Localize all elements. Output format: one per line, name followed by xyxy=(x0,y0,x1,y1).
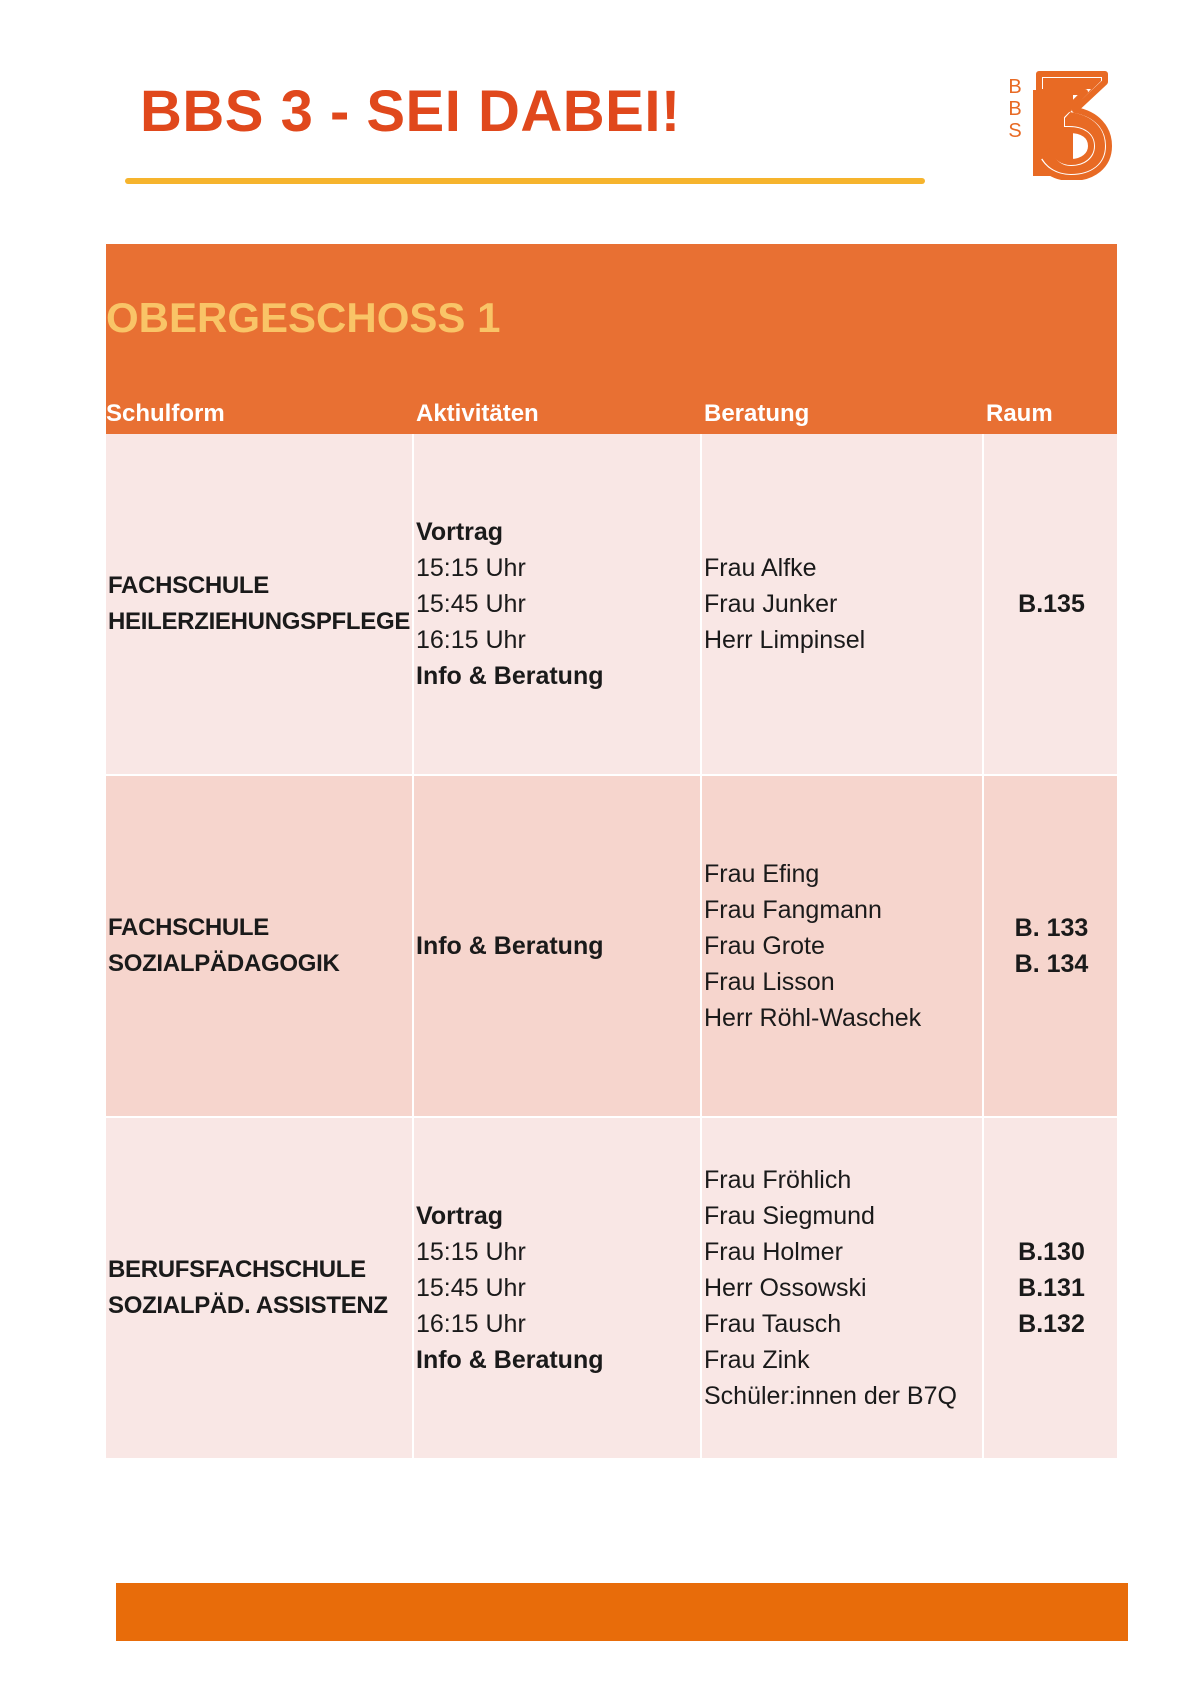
table-header xyxy=(106,244,1117,434)
room-number: B.131 xyxy=(1018,1274,1085,1302)
schulform-cell xyxy=(106,776,414,1116)
logo-letter: B xyxy=(1008,76,1022,98)
schulform-line: SOZIALPÄD. ASSISTENZ xyxy=(108,1292,388,1319)
table-row xyxy=(106,434,1117,776)
advisor-name: Herr Limpinsel xyxy=(704,626,866,654)
beratung-cell xyxy=(702,1118,984,1458)
activity-line: Info & Beratung xyxy=(416,662,604,690)
column-header-schulform: Schulform xyxy=(106,400,225,427)
activity-line: 15:45 Uhr xyxy=(416,590,526,618)
room-number: B.130 xyxy=(1018,1238,1085,1266)
column-header-aktivitaeten: Aktivitäten xyxy=(416,400,539,427)
schulform-line: FACHSCHULE xyxy=(108,914,270,941)
schulform-line: FACHSCHULE xyxy=(108,572,270,599)
activity-line: 15:15 Uhr xyxy=(416,554,526,582)
page-title: BBS 3 - SEI DABEI! xyxy=(140,79,681,144)
advisor-name: Frau Siegmund xyxy=(704,1202,875,1230)
logo-letter: S xyxy=(1008,120,1022,142)
activity-line: 15:45 Uhr xyxy=(416,1274,526,1302)
room-number: B.132 xyxy=(1018,1310,1085,1338)
advisor-name: Herr Ossowski xyxy=(704,1274,867,1302)
room-cell xyxy=(984,1118,1117,1458)
advisor-name: Herr Röhl-Waschek xyxy=(704,1004,922,1032)
activity-line: 16:15 Uhr xyxy=(416,1310,526,1338)
room-cell xyxy=(984,434,1117,774)
advisor-name: Frau Junker xyxy=(704,590,838,618)
advisor-name: Frau Alfke xyxy=(704,554,817,582)
activity-line: 16:15 Uhr xyxy=(416,626,526,654)
room-number: B.135 xyxy=(1018,590,1085,618)
activities-cell xyxy=(414,776,702,1116)
activities-cell xyxy=(414,1118,702,1458)
advisor-name: Frau Grote xyxy=(704,932,825,960)
room-number: B. 133 xyxy=(1014,914,1089,942)
advisor-name: Frau Efing xyxy=(704,860,820,888)
room-number: B. 134 xyxy=(1014,950,1089,978)
title-underline xyxy=(125,178,925,184)
schulform-cell xyxy=(106,1118,414,1458)
activity-line: Vortrag xyxy=(416,1202,504,1230)
schulform-line: BERUFSFACHSCHULE xyxy=(108,1256,366,1283)
table-row xyxy=(106,776,1117,1118)
room-cell xyxy=(984,776,1117,1116)
activity-line: Info & Beratung xyxy=(416,1346,604,1374)
activity-line: Vortrag xyxy=(416,518,504,546)
advisor-name: Frau Fangmann xyxy=(704,896,882,924)
column-header-raum: Raum xyxy=(986,400,1053,427)
activities-cell xyxy=(414,434,702,774)
schulform-line: SOZIALPÄDAGOGIK xyxy=(108,950,340,977)
logo-letter: B xyxy=(1008,98,1022,120)
schulform-line: HEILERZIEHUNGSPFLEGE xyxy=(108,608,411,635)
column-header-beratung: Beratung xyxy=(704,400,810,427)
bbs3-logo xyxy=(1005,70,1115,180)
beratung-cell xyxy=(702,776,984,1116)
advisor-name: Frau Lisson xyxy=(704,968,835,996)
activity-line: Info & Beratung xyxy=(416,932,604,960)
section-title: OBERGESCHOSS 1 xyxy=(106,294,501,341)
footer-bar xyxy=(116,1583,1128,1641)
activity-line: 15:15 Uhr xyxy=(416,1238,526,1266)
beratung-cell xyxy=(702,434,984,774)
advisor-name: Frau Holmer xyxy=(704,1238,843,1266)
advisor-name: Frau Fröhlich xyxy=(704,1166,852,1194)
advisor-name: Frau Zink xyxy=(704,1346,810,1374)
advisor-name: Schüler:innen der B7Q xyxy=(704,1382,957,1410)
table-row xyxy=(106,1118,1117,1460)
schedule-table xyxy=(106,244,1117,1460)
schulform-cell xyxy=(106,434,414,774)
advisor-name: Frau Tausch xyxy=(704,1310,842,1338)
